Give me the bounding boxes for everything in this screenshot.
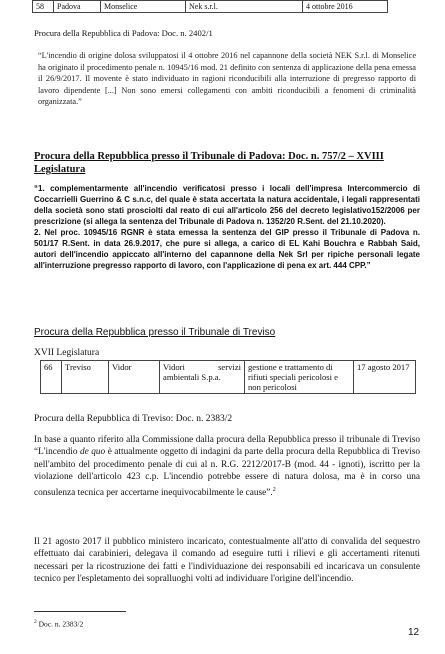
table-cell: 17 agosto 2017 [354, 361, 416, 394]
legislatura-label: XVII Legislatura [34, 348, 100, 358]
table-cell: Vidor [109, 361, 160, 394]
top-table [32, 0, 388, 13]
heading-padova-tribunale: Procura della Repubblica presso il Tribunale di Padova: Doc. n. 757/2 – XVIII Legislatura [34, 151, 384, 175]
paragraph-treviso-2: Il 21 agosto 2017 il pubblico ministero incaricato, contestualmente all'atto di convalida del sequestro effettuato dai carabinieri, delegava il comando ad eseguire tutti i rilievi e gli accertamenti ritenuti necessari per la ricostruzione dei fatti e l'individuazione dei responsabili ed incaricava un consulente tecnico per l'espletamento dei sopralluoghi volti ad individuare l'origine dell'incendio. [34, 537, 420, 585]
paragraph-treviso-1 [34, 434, 420, 499]
source-caption-treviso: Procura della Repubblica di Treviso: Doc. n. 2383/2 [34, 414, 233, 424]
table-cell: 66 [41, 361, 62, 394]
table-cell: Nek s.r.l. [186, 1, 303, 13]
heading-treviso: Procura della Repubblica presso il Tribunale di Treviso [34, 327, 276, 338]
quote-padova: “L'incendio di origine dolosa sviluppatosi il 4 ottobre 2016 nel capannone della società NEK S.r.l. di Monselice ha originato il procedimento penale n. 10945/16 mod. 21 definito con sentenza di applicazione della pena emessa il 26/9/2017. Il movente è stato individuato in ragioni riconducibili alla interruzione di pregresso rapporto di lavoro dipendente [...] Non sono emersi collegamenti con ambiti riconducibili a fenomeni di criminalità organizzata.” [38, 51, 416, 106]
table-cell: Monselice [101, 1, 186, 13]
footnote-ref: 2 [272, 486, 276, 493]
quote-paragraph-1: “1. complementarmente all'incendio verificatosi presso i locali dell'impresa Intercommercio di Coccarrielli Guerrino & C s.n.c, del quale è stata accertata la natura accidentale, i legali rappresentati della società sono stati prosciolti dal reato di cui all'articolo 256 del decreto legislativo152/2006 per prescrizione (si allega la sentenza del Tribunale di Padova n. 1352/20 R.Sent. del 21.10.2020). [34, 184, 420, 226]
table-row [41, 361, 416, 394]
footnote [34, 619, 83, 629]
table-cell: 58 [33, 1, 54, 13]
latin-term: de quo [79, 447, 106, 458]
page-number: 12 [408, 627, 420, 638]
table-row [33, 1, 388, 13]
table-cell: 4 ottobre 2016 [303, 1, 388, 13]
footnote-divider [34, 611, 126, 612]
footnote-text: Doc. n. 2383/2 [38, 619, 84, 629]
paragraph-text: è attualmente oggetto di indagini da parte della procura della Repubblica di Treviso nell'ambito del procedimento penale di cui al n. R.G. 2212/2017-B (mod. 44 - ignoti), iscritto per la violazione dell'articolo 423 c.p. L'incendio potrebbe essere di natura dolosa, ma è in corso una consulenza tecnica per accertarne inequivocabilmente le cause”. [34, 447, 420, 498]
paragraph-text: In base a quanto riferito alla Commissione dalla procura della Repubblica presso il tribunale di Treviso “L'incendio [34, 435, 420, 458]
quote-paragraph-2: 2. Nel proc. 10945/16 RGNR è stata emessa la sentenza del GIP presso il Tribunale di Padova n. 501/17 R.Sent. in data 26.9.2017, che pure si allega, a carico di EL Kahi Bouchra e Rabbah Said, autori dell'incendio appiccato all'interno del capannone della Nek Srl per ripiche personali legate all'interruzione pregresso rapporto di lavoro, con l'applicazione di pena ex art. 444 CPP.” [34, 228, 420, 270]
table-cell: Vidori servizi ambientali S.p.a. [160, 361, 245, 394]
footnote-number: 2 [34, 619, 37, 625]
treviso-table [40, 360, 416, 394]
quote-padova-tribunale [34, 183, 420, 271]
source-caption-padova: Procura della Repubblica di Padova: Doc. n. 2402/1 [34, 28, 213, 38]
table-cell: Padova [54, 1, 101, 13]
table-cell: gestione e trattamento di rifiuti speciali pericolosi e non pericolosi [245, 361, 354, 394]
table-cell: Treviso [62, 361, 109, 394]
